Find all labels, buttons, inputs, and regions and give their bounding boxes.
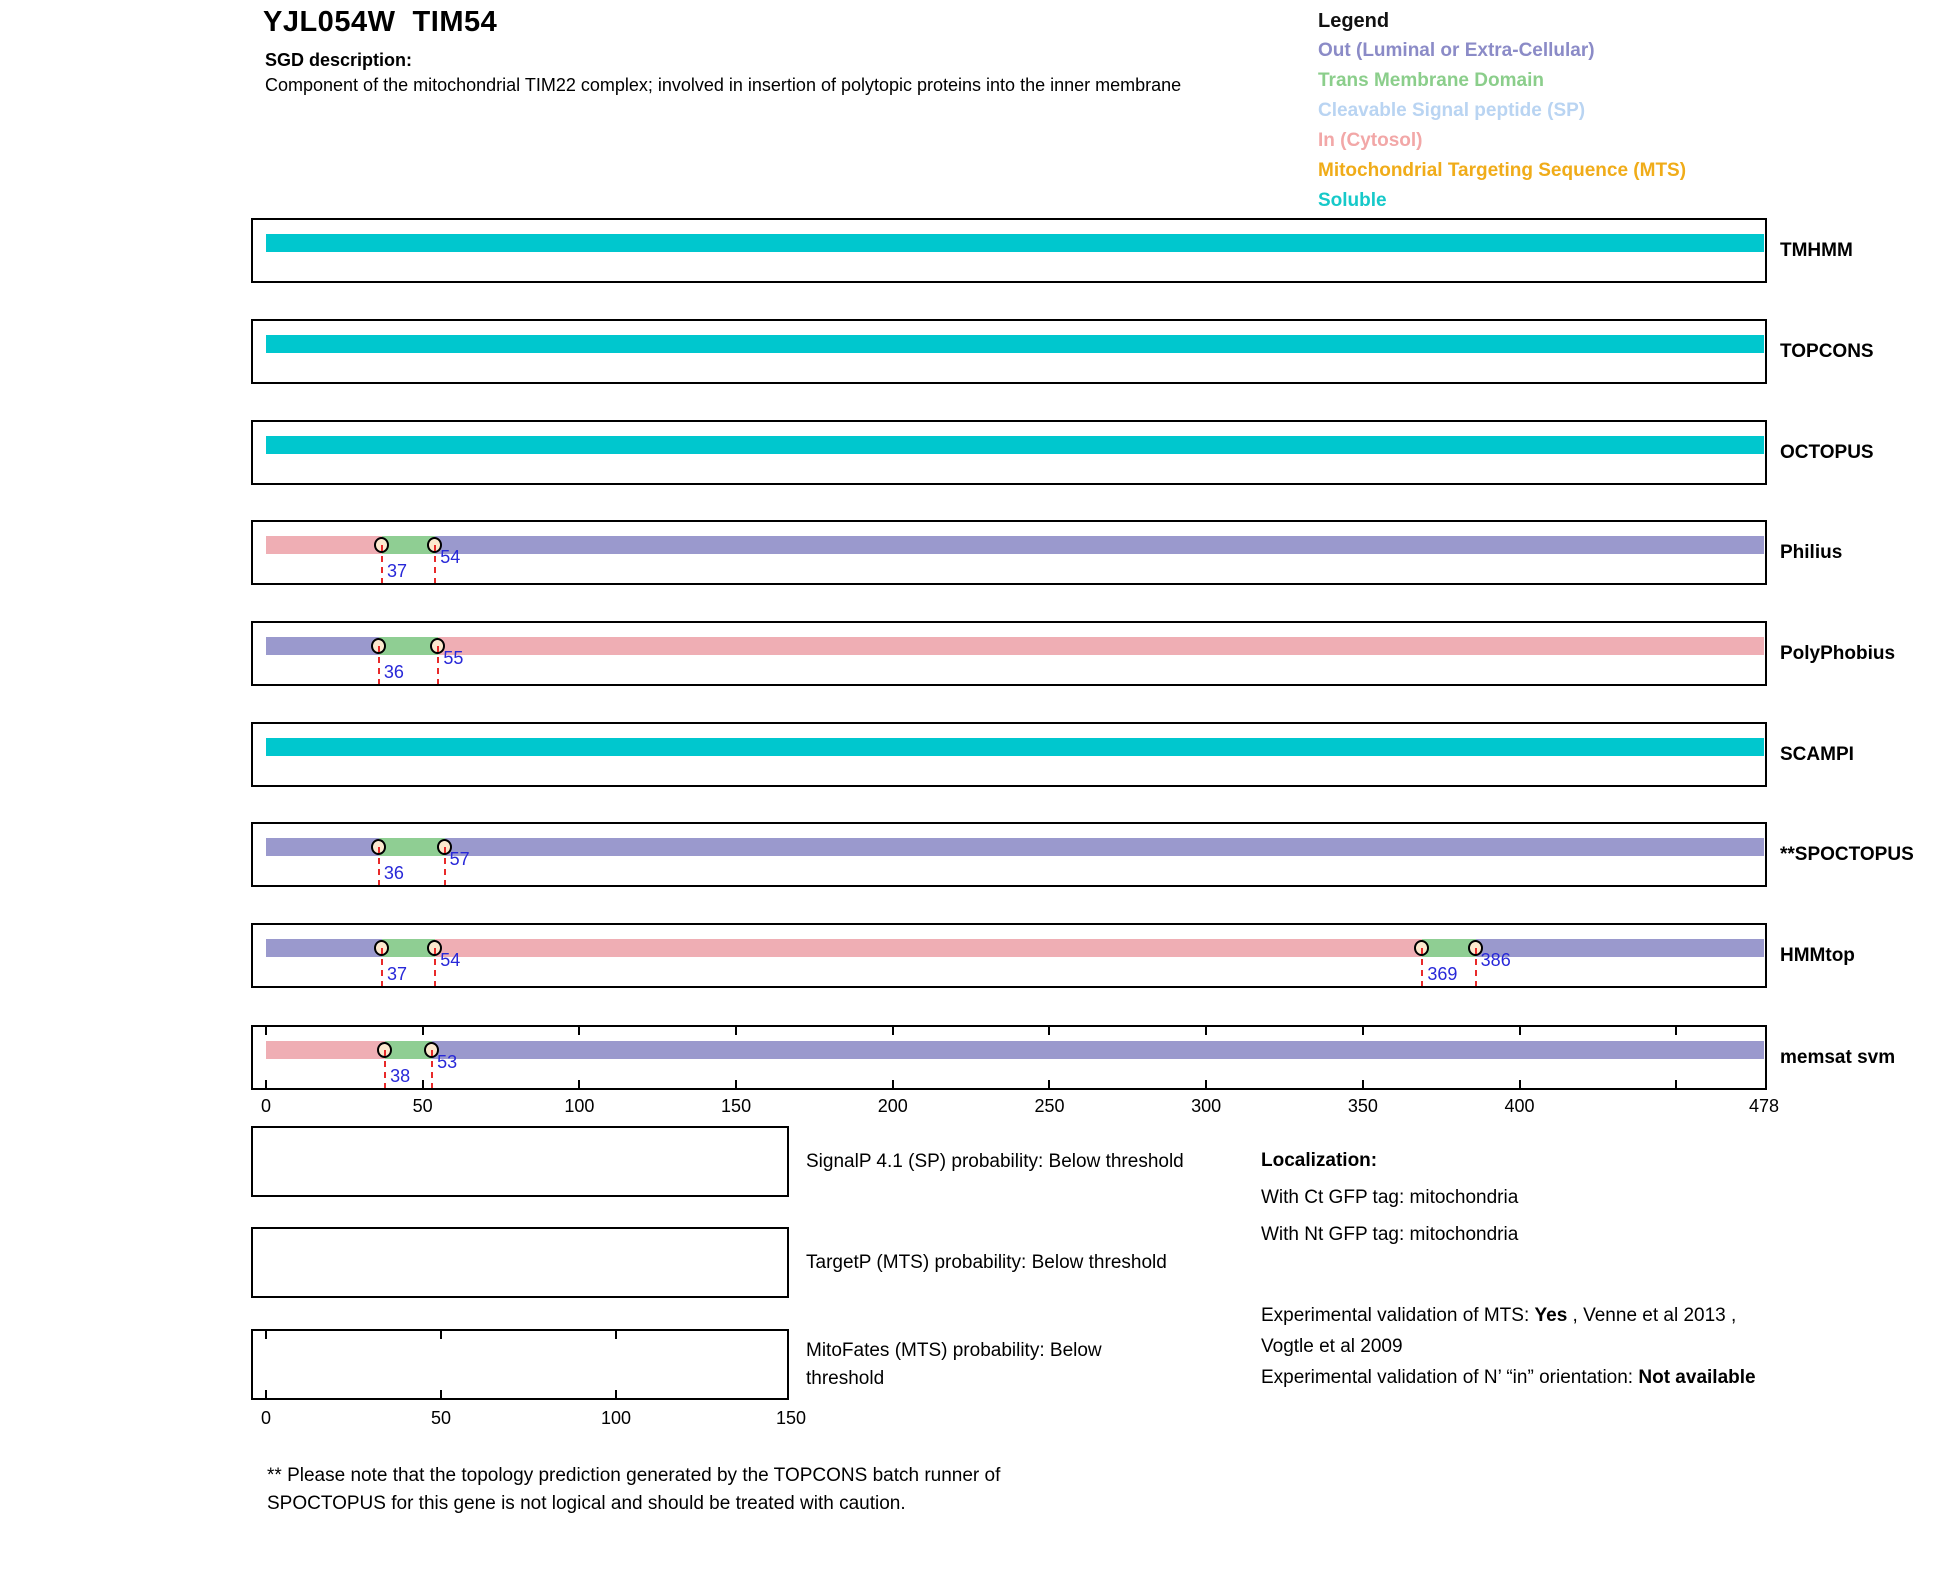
footnote-line-1: ** Please note that the topology prediction generated by the TOPCONS batch runner of: [267, 1465, 1001, 1486]
topology-segment-tm: [379, 838, 445, 856]
topology-segment-soluble: [266, 738, 1764, 756]
residue-edge-tick: [1205, 1027, 1207, 1035]
probability-edge-tick: [615, 1331, 617, 1339]
residue-edge-tick: [1205, 1080, 1207, 1088]
topology-segment-in: [438, 637, 1764, 655]
legend-title: Legend: [1318, 10, 1390, 32]
track-box-scampi: [251, 722, 1767, 787]
boundary-dash-line: [444, 847, 446, 885]
residue-axis-tick-label: 400: [1504, 1096, 1535, 1116]
localization-nt-gfp: With Nt GFP tag: mitochondria: [1261, 1224, 1519, 1245]
residue-axis-tick-label: 300: [1191, 1096, 1222, 1116]
track-label-scampi: SCAMPI: [1780, 743, 1854, 765]
legend-item-mts: Mitochondrial Targeting Sequence (MTS): [1318, 160, 1687, 181]
track-label-octopus: OCTOPUS: [1780, 441, 1874, 463]
topology-segment-out: [266, 838, 379, 856]
localization-ct-gfp: With Ct GFP tag: mitochondria: [1261, 1187, 1519, 1208]
probability-plot-box-targetp: [251, 1227, 789, 1298]
track-box-memsat-svm: [251, 1025, 1767, 1090]
track-box-spoctopus: [251, 822, 1767, 887]
legend-item-sp: Cleavable Signal peptide (SP): [1318, 100, 1586, 121]
boundary-dash-line: [384, 1050, 386, 1088]
probability-edge-tick: [615, 1390, 617, 1398]
orientation-validation-result: Not available: [1638, 1367, 1756, 1388]
probability-plot-box-signalp: [251, 1126, 789, 1197]
track-box-tmhmm: [251, 218, 1767, 283]
boundary-dash-line: [381, 545, 383, 583]
residue-edge-tick: [1675, 1080, 1677, 1088]
residue-axis-tick-label: 478: [1748, 1096, 1780, 1116]
residue-edge-tick: [1519, 1080, 1521, 1088]
residue-axis-tick-label: 100: [564, 1096, 595, 1116]
residue-edge-tick: [422, 1027, 424, 1035]
legend-item-soluble: Soluble: [1318, 190, 1387, 211]
probability-plot-label-line: MitoFates (MTS) probability: Below: [806, 1339, 1102, 1361]
topology-segment-out: [1476, 939, 1764, 957]
topology-segment-in: [435, 939, 1422, 957]
track-label-memsat-svm: memsat svm: [1780, 1046, 1896, 1068]
residue-edge-tick: [1362, 1027, 1364, 1035]
probability-plot-label-line: threshold: [806, 1367, 885, 1389]
boundary-dash-line: [431, 1050, 433, 1088]
topology-segment-out: [435, 536, 1764, 554]
track-box-philius: [251, 520, 1767, 585]
track-box-hmmtop: [251, 923, 1767, 988]
residue-axis-tick-label: 150: [721, 1096, 752, 1116]
residue-edge-tick: [578, 1027, 580, 1035]
boundary-dash-line: [1421, 948, 1423, 986]
experimental-validation-block: [1261, 1300, 1761, 1393]
residue-edge-tick: [892, 1080, 894, 1088]
boundary-label: 37: [386, 561, 407, 581]
residue-edge-tick: [422, 1080, 424, 1088]
residue-edge-tick: [1675, 1027, 1677, 1035]
boundary-label: 37: [386, 964, 407, 984]
boundary-label: 36: [383, 863, 404, 883]
mts-validation-result: Yes: [1534, 1305, 1568, 1326]
topology-segment-soluble: [266, 335, 1764, 353]
track-box-polyphobius: [251, 621, 1767, 686]
probability-plot-box-mitofates: [251, 1329, 789, 1400]
boundary-dash-line: [378, 847, 380, 885]
residue-edge-tick: [1048, 1027, 1050, 1035]
legend-item-in: In (Cytosol): [1318, 130, 1423, 151]
boundary-label: 55: [443, 648, 464, 668]
mts-validation-text: [1261, 1300, 1761, 1362]
probability-plot-label-line: TargetP (MTS) probability: Below threshold: [806, 1251, 1167, 1273]
boundary-label: 369: [1427, 964, 1458, 984]
boundary-dash-line: [437, 646, 439, 684]
track-label-spoctopus: **SPOCTOPUS: [1780, 843, 1914, 865]
orientation-validation-text: [1261, 1362, 1761, 1393]
spoctopus-footnote: [267, 1462, 1000, 1518]
probability-axis-tick-label: 50: [430, 1408, 452, 1428]
boundary-dash-line: [1475, 948, 1477, 986]
orientation-validation-prefix: Experimental validation of N’ “in” orientation:: [1261, 1367, 1639, 1388]
probability-edge-tick: [440, 1390, 442, 1398]
mts-validation-refs: , Venne et al 2013 , Vogtle et al 2009: [1261, 1305, 1737, 1357]
boundary-dash-line: [378, 646, 380, 684]
track-box-octopus: [251, 420, 1767, 485]
probability-edge-tick: [440, 1331, 442, 1339]
mts-validation-prefix: Experimental validation of MTS:: [1261, 1305, 1535, 1326]
track-box-topcons: [251, 319, 1767, 384]
localization-heading: Localization:: [1261, 1150, 1378, 1171]
track-label-hmmtop: HMMtop: [1780, 944, 1855, 966]
topology-segment-in: [266, 536, 382, 554]
residue-edge-tick: [735, 1027, 737, 1035]
topology-segment-soluble: [266, 234, 1764, 252]
sgd-description-heading: SGD description:: [265, 50, 413, 70]
probability-axis-tick-label: 150: [775, 1408, 807, 1428]
boundary-label: 54: [440, 950, 461, 970]
boundary-label: 36: [383, 662, 404, 682]
topology-segment-out: [445, 838, 1764, 856]
residue-edge-tick: [1519, 1027, 1521, 1035]
probability-plot-label: [806, 1227, 1167, 1298]
legend-item-tm: Trans Membrane Domain: [1318, 70, 1544, 91]
boundary-label: 54: [440, 547, 461, 567]
probability-plot-label-line: SignalP 4.1 (SP) probability: Below threshold: [806, 1150, 1184, 1172]
boundary-label: 386: [1480, 950, 1511, 970]
residue-edge-tick: [578, 1080, 580, 1088]
legend: [1318, 6, 1878, 216]
footnote-line-2: SPOCTOPUS for this gene is not logical and should be treated with caution.: [267, 1493, 906, 1514]
residue-axis-tick-label: 350: [1347, 1096, 1378, 1116]
page-title: YJL054W TIM54: [263, 6, 498, 38]
residue-edge-tick: [265, 1027, 267, 1035]
topology-segment-soluble: [266, 436, 1764, 454]
residue-axis-tick-label: 0: [260, 1096, 271, 1116]
probability-axis-tick-label: 100: [600, 1408, 632, 1428]
topology-segment-out: [266, 939, 382, 957]
topology-segment-in: [266, 1041, 385, 1059]
probability-edge-tick: [265, 1390, 267, 1398]
boundary-dash-line: [434, 948, 436, 986]
boundary-label: 38: [390, 1066, 411, 1086]
track-label-philius: Philius: [1780, 541, 1843, 563]
track-label-tmhmm: TMHMM: [1780, 239, 1853, 261]
localization-block: [1261, 1142, 1518, 1253]
legend-item-out: Out (Luminal or Extra-Cellular): [1318, 40, 1595, 61]
track-label-polyphobius: PolyPhobius: [1780, 642, 1896, 664]
residue-edge-tick: [265, 1080, 267, 1088]
boundary-dash-line: [381, 948, 383, 986]
probability-axis-tick-label: 0: [260, 1408, 271, 1428]
residue-axis-tick-label: 200: [877, 1096, 908, 1116]
boundary-label: 53: [437, 1052, 458, 1072]
track-label-topcons: TOPCONS: [1780, 340, 1874, 362]
sgd-description-text: Component of the mitochondrial TIM22 complex; involved in insertion of polytopic proteins into the inner membrane: [265, 75, 1182, 95]
probability-plot-label: [806, 1126, 1184, 1197]
residue-edge-tick: [1362, 1080, 1364, 1088]
probability-plot-label: [806, 1329, 1102, 1400]
boundary-dash-line: [434, 545, 436, 583]
legend-items: [1318, 36, 1878, 216]
residue-edge-tick: [735, 1080, 737, 1088]
probability-edge-tick: [265, 1331, 267, 1339]
residue-edge-tick: [892, 1027, 894, 1035]
topology-segment-out: [432, 1041, 1764, 1059]
residue-edge-tick: [1048, 1080, 1050, 1088]
residue-axis-tick-label: 50: [412, 1096, 433, 1116]
topology-segment-out: [266, 637, 379, 655]
boundary-label: 57: [449, 849, 470, 869]
residue-axis-tick-label: 250: [1034, 1096, 1065, 1116]
